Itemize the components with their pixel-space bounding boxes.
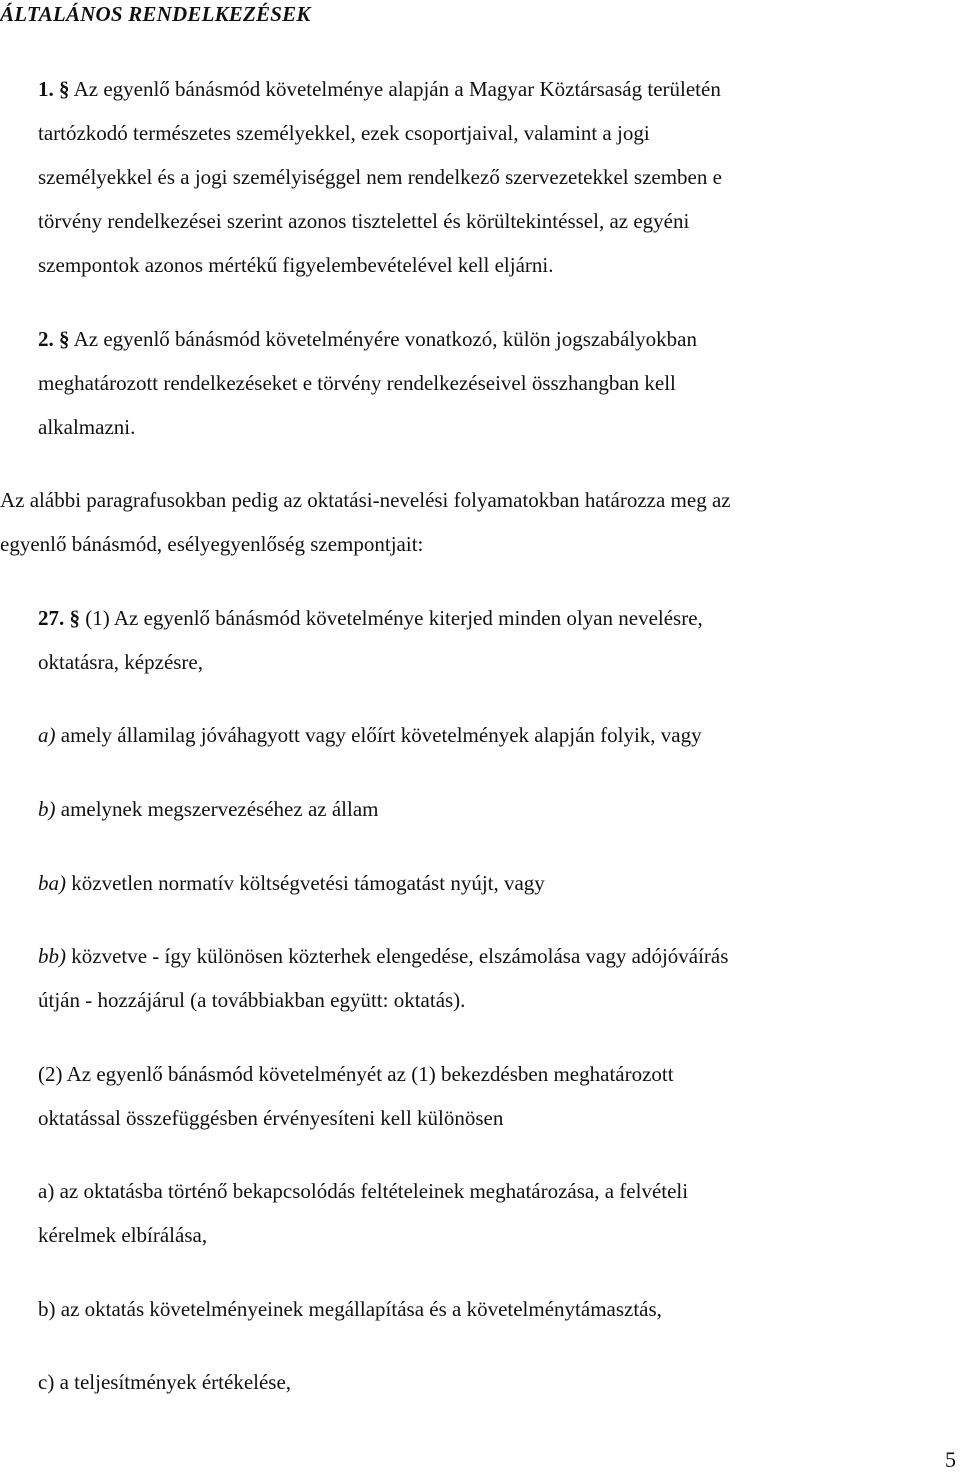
paragraph-1-line-3: személyekkel és a jogi személyiséggel nem rendelkező szervezetekkel szemben e xyxy=(38,165,722,189)
paragraph-2-line-2: meghatározott rendelkezéseket e törvény rendelkezéseivel összhangban kell xyxy=(38,371,676,395)
item-b-text: amelynek megszervezéséhez az állam xyxy=(60,797,379,821)
paragraph-2-text: Az egyenlő bánásmód követelményére vonatkozó, külön jogszabályokban xyxy=(73,327,697,351)
intro-line-1: Az alábbi paragrafusokban pedig az oktatási-nevelési folyamatokban határozza meg az xyxy=(0,488,731,512)
paragraph-1-text: Az egyenlő bánásmód követelménye alapján a Magyar Köztársaság területén xyxy=(73,77,721,101)
paragraph-27-number: 27. xyxy=(38,606,65,630)
item-a xyxy=(38,722,702,748)
item-a-label: a) xyxy=(38,723,56,747)
paragraph-27-line-2: oktatásra, képzésre, xyxy=(38,650,203,674)
paragraph-1-number: 1. xyxy=(38,77,54,101)
section-heading: ÁLTALÁNOS RENDELKEZÉSEK xyxy=(0,2,311,26)
paragraph-1-line-5: szempontok azonos mértékű figyelembevételével kell eljárni. xyxy=(38,253,554,277)
section-sign: § xyxy=(69,606,80,630)
list2-item-a-line-1: a) az oktatásba történő bekapcsolódás feltételeinek meghatározása, a felvételi xyxy=(38,1179,689,1203)
list2-item-a-line-2: kérelmek elbírálása, xyxy=(38,1223,208,1247)
item-bb-label: bb) xyxy=(38,944,66,968)
item-b-label: b) xyxy=(38,797,56,821)
item-ba-label: ba) xyxy=(38,871,66,895)
item-ba xyxy=(38,870,545,896)
item-bb-text: közvetve - így különösen közterhek elengedése, elszámolása vagy adójóváírás xyxy=(71,944,729,968)
list2-item-c: c) a teljesítmények értékelése, xyxy=(38,1370,292,1394)
item-a-text: amely államilag jóváhagyott vagy előírt követelmények alapján folyik, vagy xyxy=(60,723,702,747)
paragraph-2-number: 2. xyxy=(38,327,54,351)
paragraph-1-line-2: tartózkodó természetes személyekkel, ezek csoportjaival, valamint a jogi xyxy=(38,121,650,145)
section-sign: § xyxy=(59,77,70,101)
item-ba-text: közvetlen normatív költségvetési támogatást nyújt, vagy xyxy=(71,871,545,895)
paragraph-2-line-1 xyxy=(38,326,697,352)
list2-item-b: b) az oktatás követelményeinek megállapítása és a követelménytámasztás, xyxy=(38,1297,662,1321)
paragraph-27-line-1 xyxy=(38,605,703,631)
paragraph-1-line-4: törvény rendelkezései szerint azonos tisztelettel és körültekintéssel, az egyéni xyxy=(38,209,690,233)
page-number: 5 xyxy=(945,1447,956,1472)
paragraph-27-2-line-2: oktatással összefüggésben érvényesíteni kell különösen xyxy=(38,1106,504,1130)
item-b xyxy=(38,796,378,822)
intro-line-2: egyenlő bánásmód, esélyegyenlőség szempontjait: xyxy=(0,532,424,556)
paragraph-27-2-line-1: (2) Az egyenlő bánásmód követelményét az (1) bekezdésben meghatározott xyxy=(38,1062,674,1086)
item-bb xyxy=(38,943,728,969)
paragraph-2-line-3: alkalmazni. xyxy=(38,415,136,439)
section-sign: § xyxy=(59,327,70,351)
paragraph-1-line-1 xyxy=(38,76,721,102)
paragraph-27-text: (1) Az egyenlő bánásmód követelménye kiterjed minden olyan nevelésre, xyxy=(85,606,703,630)
item-bb-line-2: útján - hozzájárul (a továbbiakban együtt: oktatás). xyxy=(38,988,466,1012)
